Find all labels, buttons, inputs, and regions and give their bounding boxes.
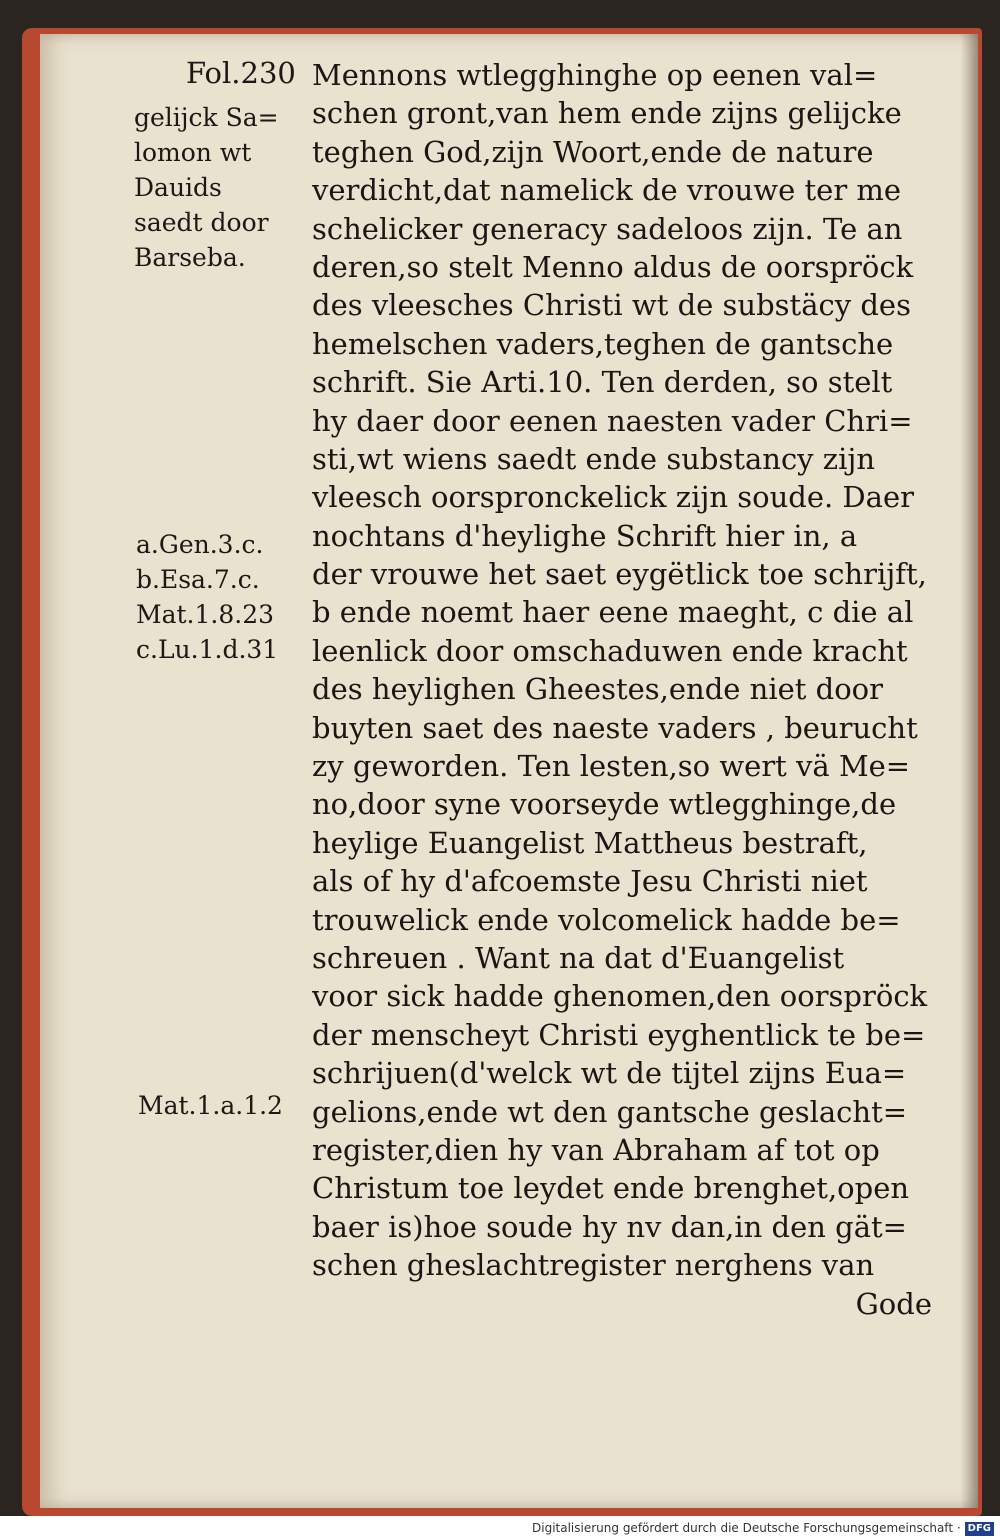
text-line: zy geworden. Ten lesten,so wert vä Me= xyxy=(312,749,911,784)
margin-note-line: c.Lu.1.d.31 xyxy=(136,635,279,664)
text-line: voor sick hadde ghenomen,den oorspröck xyxy=(312,979,928,1014)
page-gutter-shadow xyxy=(960,34,978,1508)
text-line: deren,so stelt Menno aldus de oorspröck xyxy=(312,249,914,284)
margin-note-line: Mat.1.a.1.2 xyxy=(138,1091,283,1120)
text-line: schrift. Sie Arti.10. Ten derden, so stelt xyxy=(312,365,893,400)
text-line: schreuen . Want na dat d'Euangelist xyxy=(312,940,845,975)
margin-note-line: a.Gen.3.c. xyxy=(136,530,264,559)
margin-note-1 xyxy=(134,100,279,275)
text-line: trouwelick ende volcomelick hadde be= xyxy=(312,902,901,937)
text-line: vleesch oorspronckelick zijn soude. Daer xyxy=(312,480,914,515)
margin-note-line: saedt door xyxy=(134,208,269,237)
text-line: teghen God,zijn Woort,ende de nature xyxy=(312,134,874,169)
text-line: leenlick door omschaduwen ende kracht xyxy=(312,633,908,668)
catchword: Gode xyxy=(855,1286,932,1321)
text-line: verdicht,dat namelick de vrouwe ter me xyxy=(312,173,902,208)
text-line: sti,wt wiens saedt ende substancy zijn xyxy=(312,441,876,476)
text-line: register,dien hy van Abraham af tot op xyxy=(312,1132,880,1167)
margin-note-2 xyxy=(136,527,278,667)
text-line: schen gheslachtregister nerghens van xyxy=(312,1248,875,1283)
text-line: des heylighen Gheestes,ende niet door xyxy=(312,672,883,707)
text-line: hemelschen vaders,teghen de gantsche xyxy=(312,326,894,361)
dfg-logo-icon: DFG xyxy=(965,1522,994,1536)
text-line: nochtans d'heylighe Schrift hier in, a xyxy=(312,518,858,553)
text-line: hy daer door eenen naesten vader Chri= xyxy=(312,403,913,438)
text-line: Christum toe leydet ende brenghet,open xyxy=(312,1171,910,1206)
margin-note-line: b.Esa.7.c. xyxy=(136,565,260,594)
text-line: baer is)hoe soude hy nv dan,in den gät= xyxy=(312,1209,907,1244)
text-line: heylige Euangelist Mattheus bestraft, xyxy=(312,825,868,860)
text-line: als of hy d'afcoemste Jesu Christi niet xyxy=(312,864,868,899)
text-line: buyten saet des naeste vaders , beurucht xyxy=(312,710,918,745)
text-line: des vleesches Christi wt de substäcy des xyxy=(312,288,911,323)
text-line: b ende noemt haer eene maeght, c die al xyxy=(312,595,914,630)
body-text-block xyxy=(312,56,932,1323)
text-line: schrijuen(d'welck wt de tijtel zijns Eua= xyxy=(312,1056,907,1091)
text-line: der vrouwe het saet eygëtlick toe schrijft, xyxy=(312,557,927,592)
margin-note-line: Dauids xyxy=(134,173,222,202)
text-line: der menscheyt Christi eyghentlick te be= xyxy=(312,1017,926,1052)
text-line: gelions,ende wt den gantsche geslacht= xyxy=(312,1094,908,1129)
text-line: schen gront,van hem ende zijns gelijcke xyxy=(312,96,902,131)
footer-text: Digitalisierung gefördert durch die Deutsche Forschungsgemeinschaft · xyxy=(532,1521,961,1535)
margin-note-line: lomon wt xyxy=(134,138,252,167)
text-line: schelicker generacy sadeloos zijn. Te an xyxy=(312,211,903,246)
folio-number: Fol.230 xyxy=(186,56,296,90)
text-line: Mennons wtlegghinghe op eenen val= xyxy=(312,58,878,92)
margin-note-line: Mat.1.8.23 xyxy=(136,600,275,629)
margin-note-3 xyxy=(138,1088,283,1123)
margin-note-line: gelijck Sa= xyxy=(134,103,279,132)
digitization-footer xyxy=(0,1516,1000,1540)
margin-note-line: Barseba. xyxy=(134,243,246,272)
text-line: no,door syne voorseyde wtlegghinge,de xyxy=(312,787,897,822)
